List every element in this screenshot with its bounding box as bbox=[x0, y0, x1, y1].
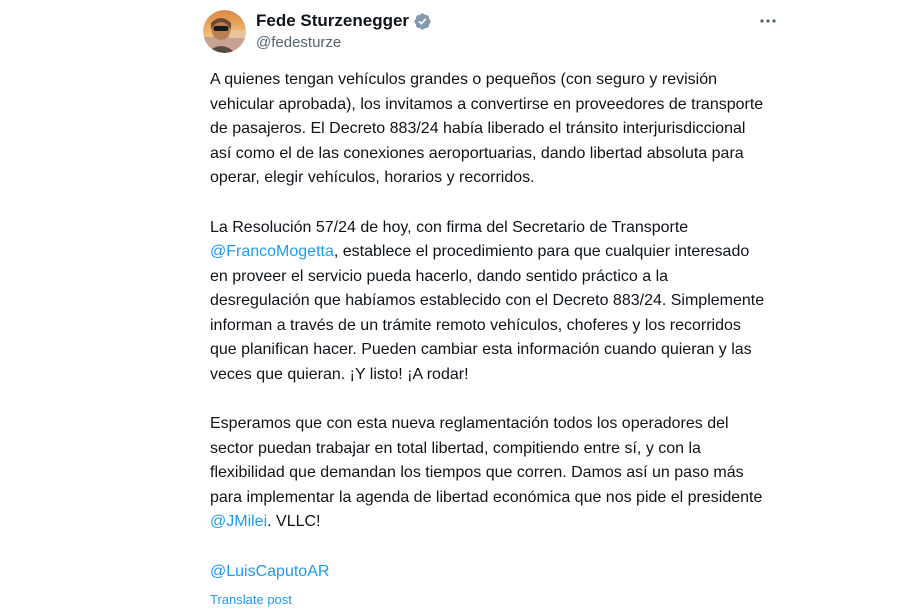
more-button[interactable] bbox=[757, 10, 779, 37]
post-body bbox=[210, 68, 766, 584]
ellipsis-icon bbox=[759, 16, 777, 30]
post-text: , establece el procedimiento para que cualquier interesado en proveer el servicio pueda hacerlo, dando sentido práctico a la desregulación que habíamos establecido con el Decreto 883/24. Simplemente informan a través de un trámite remoto vehículos, choferes y los recorridos que planifican hacer. Pueden cambiar esta información cuando quieran y las veces que quieran. ¡Y listo! ¡A rodar! bbox=[210, 243, 765, 383]
avatar-photo bbox=[203, 10, 246, 53]
post-paragraph bbox=[210, 560, 766, 585]
display-name[interactable]: Fede Sturzenegger bbox=[256, 11, 410, 30]
post-text: Esperamos que con esta nueva reglamentación todos los operadores del sector puedan trabajar en total libertad, compitiendo entre sí, y con la flexibilidad que demandan los tiempos que corren. Damos así un paso más para implementar la agenda de libertad económica que nos pide el presidente bbox=[210, 415, 763, 506]
post-paragraph bbox=[210, 68, 766, 191]
post-text: La Resolución 57/24 de hoy, con firma del Secretario de Transporte bbox=[210, 218, 689, 236]
post-paragraph bbox=[210, 412, 766, 535]
tweet-card bbox=[203, 10, 779, 609]
post-paragraph bbox=[210, 216, 766, 388]
verified-badge-icon bbox=[413, 12, 432, 31]
author-block bbox=[256, 10, 757, 51]
handle[interactable]: @fedesturze bbox=[256, 34, 342, 51]
mention-link[interactable]: @FrancoMogetta bbox=[210, 243, 334, 260]
translate-post-link[interactable]: Translate post bbox=[210, 592, 292, 607]
post-text: A quienes tengan vehículos grandes o pequeños (con seguro y revisión vehicular aprobada), los invitamos a convertirse en proveedores de transporte de pasajeros. El Decreto 883/24 había liberado el tránsito interjurisdiccional así como el de las conexiones aeroportuarias, dando libertad absoluta para operar, elegir vehículos, horarios y recorridos. bbox=[210, 71, 764, 186]
avatar[interactable] bbox=[203, 10, 246, 53]
tweet-header bbox=[203, 10, 779, 53]
post-text: . VLLC! bbox=[267, 513, 321, 530]
mention-link[interactable]: @LuisCaputoAR bbox=[210, 562, 330, 580]
mention-link[interactable]: @JMilei bbox=[210, 513, 268, 530]
